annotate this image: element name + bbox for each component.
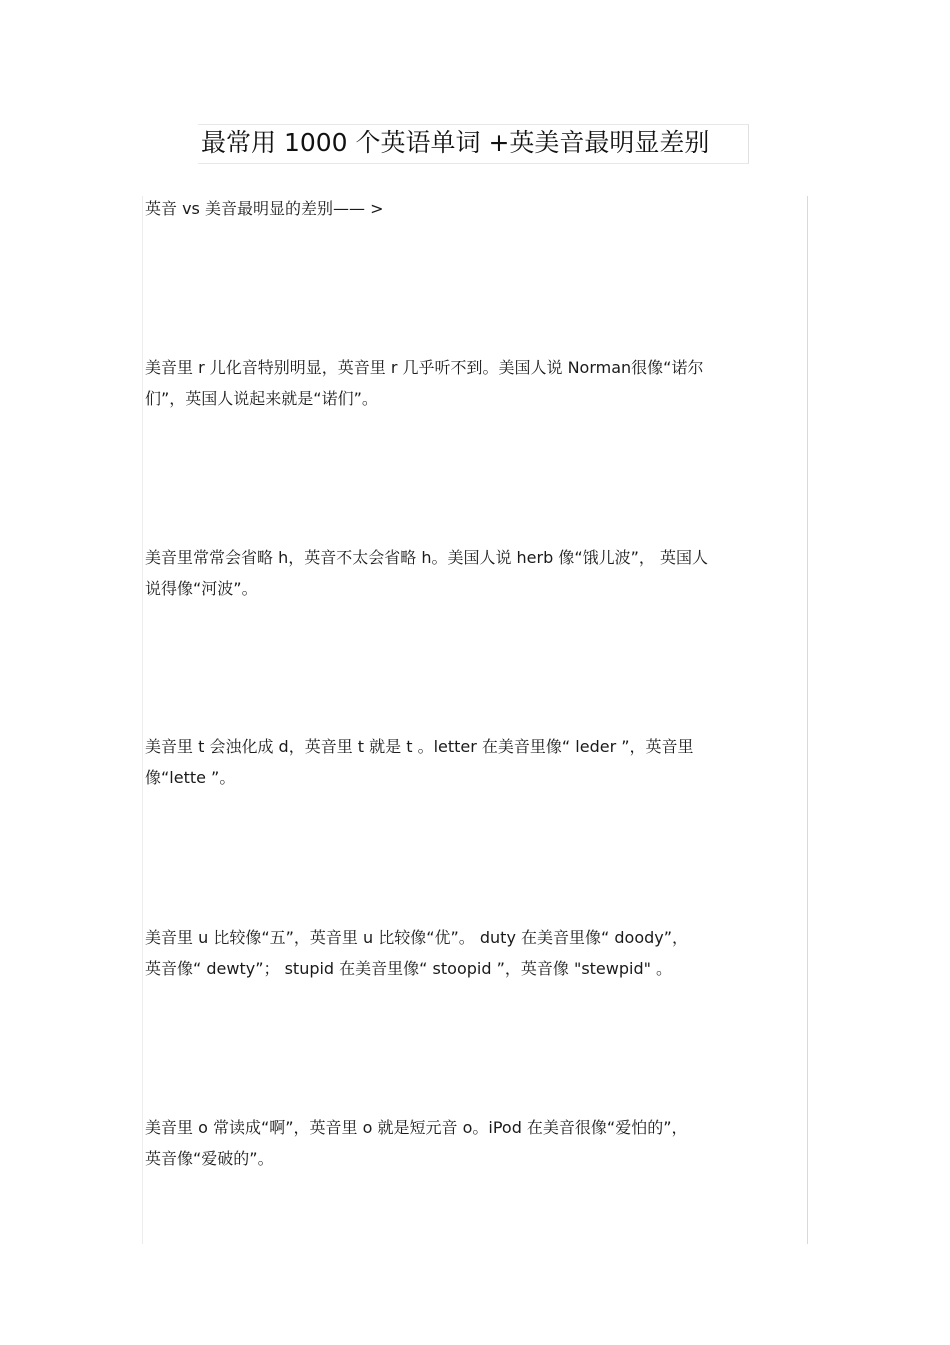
page-title: 最常用 1000 个英语单词 +英美音最明显差别 bbox=[201, 128, 710, 157]
paragraph-h-sound bbox=[145, 542, 807, 604]
paragraph-line: 英音像“ dewty”； stupid 在美音里像“ stoopid ”，英音像 "stewpid" 。 bbox=[145, 959, 673, 978]
intro-paragraph: 英音 vs 美音最明显的差别—— > bbox=[145, 199, 384, 218]
paragraph-line: 美音里 o 常读成“啊”，英音里 o 就是短元音 o。iPod 在美音很像“爱怕的”， bbox=[145, 1118, 688, 1137]
paragraph-line: 们”，英国人说起来就是“诺们”。 bbox=[145, 389, 378, 408]
paragraph-u-sound bbox=[145, 922, 807, 984]
title-box bbox=[198, 124, 749, 164]
paragraph-line: 美音里 r 儿化音特别明显，英音里 r 几乎听不到。美国人说 Norman很像“诺尔 bbox=[145, 358, 704, 377]
paragraph-line: 英音像“爱破的”。 bbox=[145, 1149, 274, 1168]
paragraph-r-sound bbox=[145, 352, 807, 414]
paragraph-o-sound bbox=[145, 1112, 807, 1174]
paragraph-t-sound bbox=[145, 731, 807, 793]
paragraph-line: 美音里 u 比较像“五”，英音里 u 比较像“优”。 duty 在美音里像“ doody”， bbox=[145, 928, 689, 947]
paragraph-line: 说得像“河波”。 bbox=[145, 579, 258, 598]
paragraph-line: 美音里 t 会浊化成 d，英音里 t 就是 t 。letter 在美音里像“ leder ”，英音里 bbox=[145, 737, 694, 756]
paragraph-line: 像“lette ”。 bbox=[145, 768, 236, 787]
paragraph-line: 美音里常常会省略 h，英音不太会省略 h。美国人说 herb 像“饿儿波”， 英国人 bbox=[145, 548, 709, 567]
